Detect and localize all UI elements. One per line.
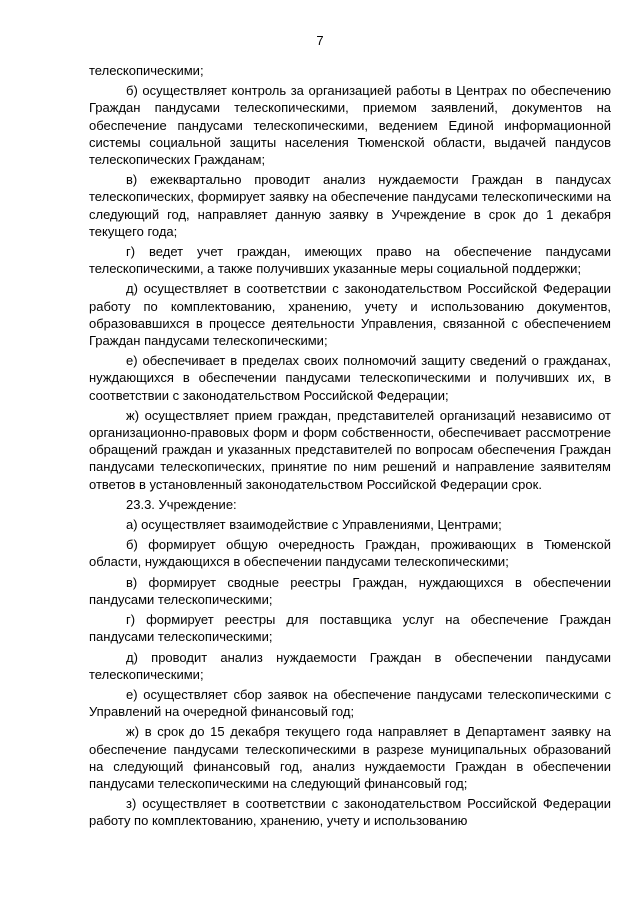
page-number: 7 (316, 33, 324, 48)
paragraph-item-zh: ж) в срок до 15 декабря текущего года направляет в Департамент заявку на обеспечение пандусами телескопическими в разрезе муниципальных образований на следующий финансовый год, анализ нуждаемости Граждан в обеспечении пандусами телескопическими на следующий финансовый год; (89, 724, 611, 791)
paragraph-item-b: б) формирует общую очередность Граждан, проживающих в Тюменской области, нуждающихся в обеспечении пандусами телескопическими; (89, 537, 611, 570)
paragraph-item-e: е) обеспечивает в пределах своих полномочий защиту сведений о гражданах, нуждающихся в обеспечении пандусами телескопическими и получивших их, в соответствии с законодательством Российской Федерации; (89, 353, 611, 403)
paragraph-item-zh: ж) осуществляет прием граждан, представителей организаций независимо от организационно-правовых форм и форм собственности, обеспечивает рассмотрение обращений граждан и указанных представителей по вопросам обеспечения Граждан пандусами телескопических, принятие по ним решений и направление заявителям ответов в установленный законодательством Российской Федерации срок. (89, 407, 611, 492)
paragraph-item-v: в) формирует сводные реестры Граждан, нуждающихся в обеспечении пандусами телескопическими; (89, 574, 611, 607)
paragraph-item-d: д) осуществляет в соответствии с законодательством Российской Федерации работу по комплектованию, хранению, учету и использованию документов, образовавшихся в процессе деятельности Управления, связанной с обеспечением Граждан пандусами телескопическими; (89, 281, 611, 349)
paragraph-item-e: е) осуществляет сбор заявок на обеспечение пандусами телескопическими с Управлений на очередной финансовый год; (89, 686, 611, 720)
paragraph-item-a: а) осуществляет взаимодействие с Управлениями, Центрами; (126, 517, 502, 533)
paragraph-item-v: в) ежеквартально проводит анализ нуждаемости Граждан в пандусах телескопических, формирует заявку на обеспечение пандусами телескопическими на следующий год, направляет данную заявку в Учреждение в срок до 1 декабря текущего года; (89, 172, 611, 239)
paragraph-item-d: д) проводит анализ нуждаемости Граждан в обеспечении пандусами телескопическими; (89, 649, 611, 682)
paragraph-item-g: г) ведет учет граждан, имеющих право на обеспечение пандусами телескопическими, а также получивших указанные меры социальной поддержки; (89, 244, 611, 277)
document-body (89, 62, 611, 830)
paragraph-continuation: телескопическими; (89, 63, 204, 78)
paragraph-item-z: з) осуществляет в соответствии с законодательством Российской Федерации работу по комплектованию, хранению, учету и использованию (89, 796, 611, 829)
section-heading-23-3: 23.3. Учреждение: (126, 496, 237, 512)
paragraph-item-b: б) осуществляет контроль за организацией работы в Центрах по обеспечению Граждан пандусами телескопическими, приемом заявлений, документов на обеспечение пандусами телескопическими, ведением Единой информационной системы социальной защиты населения Тюменской области, выдачей пандусов телескопических Гражданам; (89, 83, 611, 168)
paragraph-item-g: г) формирует реестры для поставщика услуг на обеспечение Граждан пандусами телескопическими; (89, 612, 611, 645)
